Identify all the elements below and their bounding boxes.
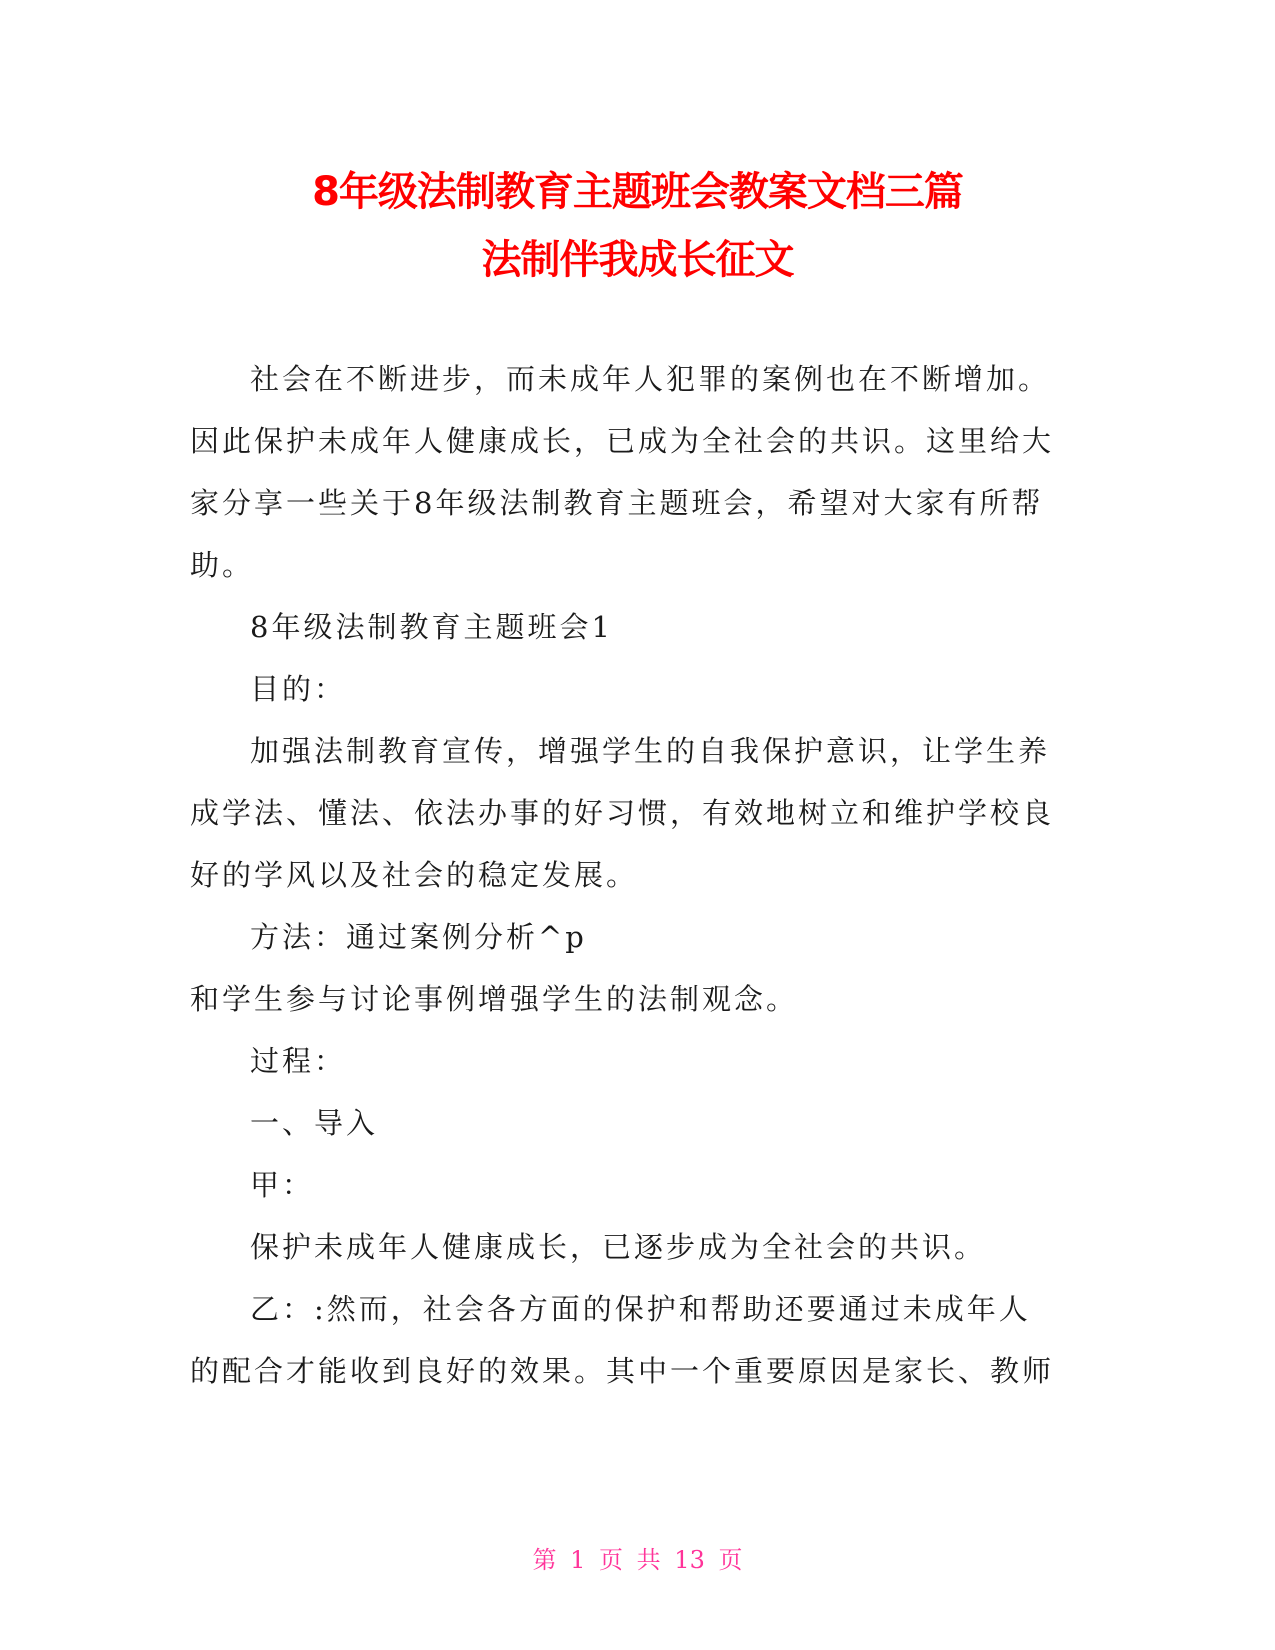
document-subtitle: 法制伴我成长征文 [481, 237, 794, 283]
paragraph-line: 成学法、懂法、依法办事的好习惯，有效地树立和维护学校良 [190, 796, 1055, 830]
page-footer: 第 1 页 共 13 页 [532, 1546, 743, 1574]
section-heading: 8年级法制教育主题班会1 [250, 610, 613, 644]
paragraph-line: 目的： [250, 672, 347, 706]
paragraph-line: 加强法制教育宣传，增强学生的自我保护意识，让学生养 [250, 734, 1051, 768]
paragraph-line: 乙：:然而，社会各方面的保护和帮助还要通过未成年人 [250, 1292, 1031, 1326]
document-title: 8年级法制教育主题班会教案文档三篇 [312, 169, 963, 215]
paragraph-line: 的配合才能收到良好的效果。其中一个重要原因是家长、教师 [190, 1354, 1055, 1388]
paragraph-line: 因此保护未成年人健康成长，已成为全社会的共识。这里给大 [190, 424, 1055, 458]
paragraph-line: 家分享一些关于8年级法制教育主题班会，希望对大家有所帮 [190, 486, 1044, 520]
paragraph-line: 好的学风以及社会的稳定发展。 [190, 858, 639, 892]
paragraph-line: 方法：通过案例分析^p [250, 920, 587, 954]
paragraph-line: 助。 [190, 548, 255, 582]
paragraph-line: 甲： [250, 1168, 315, 1202]
paragraph-line: 保护未成年人健康成长，已逐步成为全社会的共识。 [250, 1230, 987, 1264]
paragraph-line: 过程： [250, 1044, 347, 1078]
paragraph-line: 和学生参与讨论事例增强学生的法制观念。 [190, 982, 799, 1016]
paragraph-line: 一、导入 [250, 1106, 379, 1140]
paragraph-line: 社会在不断进步，而未成年人犯罪的案例也在不断增加。 [250, 362, 1051, 396]
